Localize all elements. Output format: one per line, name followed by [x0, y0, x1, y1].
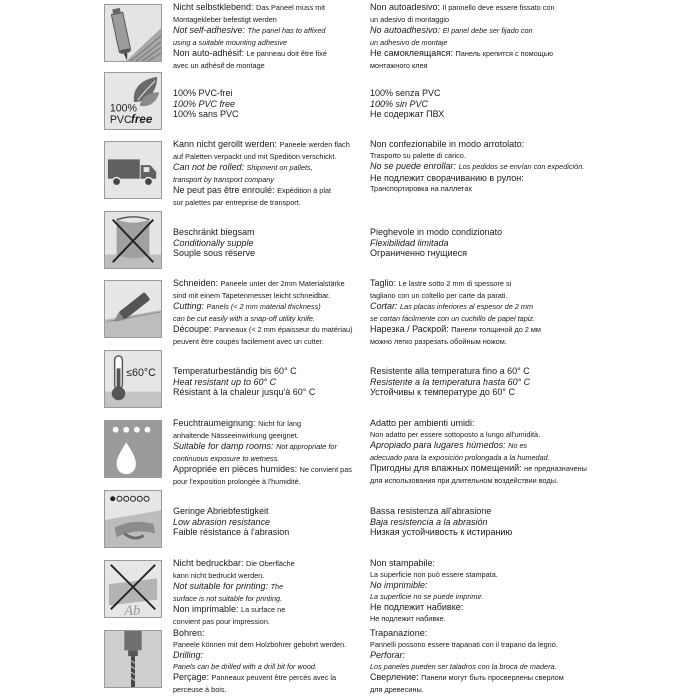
text-segment: La superficie non può essere stampata.: [370, 569, 498, 579]
text-segment: Panneaux (< 2 mm épaisseur du matériau): [214, 325, 353, 335]
text-segment: Taglio:: [370, 278, 399, 288]
text-it-es-ru: [370, 558, 585, 625]
text-line: [370, 517, 585, 528]
text-segment: Низкая устойчивость к истиранию: [370, 527, 513, 538]
text-segment: Expédition à plat: [277, 186, 332, 196]
text-de-en-fr: [173, 558, 363, 628]
text-line: [370, 650, 585, 661]
text-segment: No es: [508, 441, 528, 451]
text-line: [173, 506, 363, 517]
text-segment: Trasporto su palette di carico.: [370, 150, 466, 160]
text-line: [173, 650, 363, 661]
text-segment: convient pas pour impression.: [173, 616, 270, 626]
text-segment: Не подлежит сворачиванию в рулон:: [370, 172, 524, 183]
text-line: [370, 684, 585, 696]
text-segment: монтажного клея: [370, 60, 428, 70]
text-segment: un adhesivo de montaje: [370, 37, 448, 47]
text-segment: sur palettes par entreprise de transport.: [173, 197, 301, 207]
text-line: [370, 60, 585, 72]
text-line: [173, 476, 363, 488]
text-segment: Не самоклеящаяся:: [370, 48, 456, 59]
text-segment: auf Paletten verpackt und mit Spedition verschickt.: [173, 151, 337, 161]
text-line: [370, 99, 585, 110]
text-segment: sind mit einem Tapetenmesser leicht schneidbar.: [173, 290, 331, 300]
text-segment: Ne convient pas: [299, 465, 352, 475]
text-line: [173, 25, 363, 37]
text-it-es-ru: [370, 139, 585, 195]
text-segment: Not suitable for printing:: [173, 581, 271, 592]
text-segment: Schneiden:: [173, 278, 221, 288]
cutter-knife-icon: [104, 280, 162, 338]
print-sample-label: Ab: [124, 603, 141, 617]
text-segment: 100% senza PVC: [370, 88, 441, 98]
text-segment: 100% sans PVC: [173, 109, 239, 120]
text-line: [370, 227, 585, 238]
text-segment: Не подлежит набивке:: [370, 602, 464, 613]
text-line: [370, 475, 585, 487]
text-line: [173, 464, 363, 476]
text-segment: Нарезка / Раскрой:: [370, 324, 452, 335]
text-line: [370, 387, 585, 398]
text-segment: Non auto-adhésif:: [173, 48, 247, 59]
text-segment: Kann nicht gerollt werden:: [173, 139, 280, 149]
text-line: [173, 684, 363, 696]
text-segment: The: [270, 582, 284, 592]
text-segment: Baja resistencia a la abrasión: [370, 516, 488, 527]
text-de-en-fr: [173, 628, 363, 696]
text-segment: Drilling:: [173, 650, 204, 661]
text-line: [370, 25, 585, 37]
text-segment: Los paneles pueden ser taladros con la broca de madera.: [370, 661, 557, 671]
text-segment: Souple sous réserve: [173, 248, 256, 259]
text-segment: Сверление:: [370, 672, 422, 683]
text-segment: Le panneau doit être fixé: [246, 49, 327, 59]
text-segment: using a suitable mounting adhesive: [173, 37, 287, 47]
text-segment: No se puede enrollar:: [370, 161, 459, 172]
text-line: [370, 150, 585, 162]
text-segment: peuvent être coupés facilement avec un cutter.: [173, 336, 324, 346]
text-segment: Non autoadesivo:: [370, 2, 443, 12]
text-line: [173, 162, 363, 174]
text-segment: Appropriée en pièces humides:: [173, 464, 300, 475]
text-line: [370, 672, 585, 684]
pvc-percent-label: 100%: [109, 102, 137, 115]
text-line: [370, 591, 585, 603]
text-it-es-ru: [370, 2, 585, 72]
text-segment: Heat resistant up to 60° C: [173, 376, 277, 387]
text-line: [370, 109, 585, 120]
text-segment: Pieghevole in modo condizionato: [370, 227, 503, 237]
text-line: [370, 377, 585, 388]
text-line: [173, 336, 363, 348]
tube-glue-panel-icon: [104, 4, 162, 62]
text-segment: 100% PVC-frei: [173, 88, 233, 98]
bend-crossed-icon: [104, 211, 162, 269]
text-line: [173, 185, 363, 197]
text-segment: continuous exposure to wetness.: [173, 453, 280, 463]
text-segment: Temperaturbeständig bis 60° C: [173, 366, 297, 376]
text-segment: La superficie no se puede imprimir.: [370, 591, 484, 601]
text-line: [370, 463, 585, 475]
text-line: [173, 558, 363, 570]
text-line: [370, 506, 585, 517]
text-segment: для древесины.: [370, 684, 424, 694]
text-line: [173, 301, 363, 313]
text-de-en-fr: [173, 2, 363, 72]
text-segment: Панель крепится с помощью: [455, 49, 554, 59]
text-de-en-fr: [173, 227, 363, 259]
text-segment: Suitable for damp rooms:: [173, 441, 277, 452]
text-segment: Panels (< 2 mm material thickness): [206, 302, 321, 312]
text-segment: Low abrasion resistance: [173, 516, 271, 527]
text-line: [370, 569, 585, 581]
text-line: [370, 418, 585, 429]
text-line: [370, 238, 585, 249]
text-segment: Pannelli possono essere trapanati con il trapano da legno.: [370, 639, 558, 649]
text-line: [370, 527, 585, 538]
text-segment: Ограниченно гнущиеся: [370, 248, 467, 259]
text-segment: perceuse à bois.: [173, 684, 227, 694]
text-line: [370, 2, 585, 14]
text-segment: Панели толщиной до 2 мм: [451, 325, 541, 335]
text-segment: Панели могут быть просверлены сверлом: [421, 673, 564, 683]
text-segment: для использования при длительном воздействии воды.: [370, 475, 558, 485]
text-line: [370, 324, 585, 336]
text-line: [173, 109, 363, 120]
text-segment: Not appropriate for: [276, 442, 337, 452]
text-de-en-fr: [173, 366, 363, 398]
text-line: [173, 441, 363, 453]
text-segment: Il pannello deve essere fissato con: [442, 3, 555, 12]
text-line: [370, 580, 585, 591]
text-de-en-fr: [173, 418, 363, 488]
text-segment: Das Paneel muss mit: [256, 3, 325, 12]
text-line: [173, 290, 363, 302]
text-segment: Non confezionabile in modo arrotolato:: [370, 139, 525, 149]
text-line: [173, 197, 363, 209]
pvc-label: PVC: [109, 114, 132, 127]
text-line: [370, 429, 585, 441]
text-line: [173, 99, 363, 110]
text-line: [173, 453, 363, 465]
text-segment: Résistant à la chaleur jusqu'à 60° C: [173, 387, 316, 398]
text-line: [173, 14, 363, 26]
text-line: [173, 88, 363, 99]
text-segment: Bassa resistenza all'abrasione: [370, 506, 492, 516]
text-segment: avec un adhésif de montage: [173, 60, 265, 70]
text-segment: 100% sin PVC: [370, 98, 429, 109]
text-line: [370, 661, 585, 673]
text-segment: Не подлежит набивке.: [370, 613, 446, 623]
text-segment: Los pedidos se envían con expedición.: [458, 162, 585, 172]
text-segment: Panels can be drilled with a drill bit for wood.: [173, 661, 317, 671]
text-line: [173, 628, 363, 639]
text-line: [173, 387, 363, 398]
text-segment: Découpe:: [173, 324, 215, 335]
text-segment: Beschränkt biegsam: [173, 227, 255, 237]
text-line: [173, 672, 363, 684]
text-line: [370, 301, 585, 313]
text-segment: Shipment on pallets,: [246, 163, 313, 173]
text-line: [370, 139, 585, 150]
text-line: [370, 558, 585, 569]
text-line: [173, 238, 363, 249]
text-segment: Cortar:: [370, 301, 401, 312]
text-line: [370, 313, 585, 325]
text-line: [370, 173, 585, 184]
text-line: [173, 48, 363, 60]
text-line: [173, 430, 363, 442]
text-line: [173, 174, 363, 186]
text-segment: se cortan fácilmente con un cuchillo de papel tapiz.: [370, 313, 536, 323]
text-segment: Cutting:: [173, 301, 207, 312]
text-it-es-ru: [370, 227, 585, 259]
water-drop-icon: [104, 420, 162, 478]
text-line: [370, 248, 585, 259]
text-line: [173, 151, 363, 163]
text-line: [370, 452, 585, 464]
text-line: [173, 639, 363, 651]
text-line: [173, 366, 363, 377]
text-line: [370, 278, 585, 290]
text-line: [370, 440, 585, 452]
text-segment: Trapanazione:: [370, 628, 428, 638]
text-line: [370, 602, 585, 613]
text-line: [173, 418, 363, 430]
text-line: [370, 161, 585, 173]
text-segment: un adesivo di montaggio: [370, 14, 450, 24]
text-line: [173, 581, 363, 593]
thermometer-icon: [104, 350, 162, 408]
text-segment: Пригодны для влажных помещений:: [370, 463, 525, 474]
text-line: [370, 290, 585, 302]
text-line: [370, 639, 585, 651]
text-segment: можно легко разрезать обойным ножом.: [370, 336, 507, 346]
text-segment: Non imprimable:: [173, 604, 242, 615]
text-segment: Устойчивы к температуре до 60° C: [370, 387, 515, 398]
text-segment: Not self-adhesive:: [173, 25, 248, 36]
text-de-en-fr: [173, 139, 363, 209]
text-segment: Adatto per ambienti umidi:: [370, 418, 475, 428]
text-segment: Geringe Abriebfestigkeit: [173, 506, 269, 516]
text-segment: Conditionally supple: [173, 237, 254, 248]
text-line: [370, 336, 585, 348]
text-segment: Panneaux peuvent être percés avec la: [211, 673, 337, 683]
text-de-en-fr: [173, 506, 363, 538]
text-it-es-ru: [370, 366, 585, 398]
text-segment: Le lastre sotto 2 mm di spessore si: [398, 279, 512, 288]
text-segment: Apropiado para lugares húmedos:: [370, 440, 509, 451]
text-it-es-ru: [370, 278, 585, 348]
text-line: [173, 313, 363, 325]
text-line: [173, 377, 363, 388]
text-segment: Paneele können mit dem Holzbohrer gebohrt werden.: [173, 639, 347, 649]
text-segment: anhaltende Nässeeinwirkung geeignet.: [173, 430, 299, 440]
text-segment: Ne peut pas être enroulé:: [173, 185, 278, 196]
text-line: [173, 517, 363, 528]
text-segment: не предназначены: [524, 464, 587, 474]
abrasion-icon: [104, 490, 162, 548]
text-segment: adecuado para la exposición prolongada a la humedad.: [370, 452, 550, 462]
text-segment: No imprimible:: [370, 580, 428, 591]
text-line: [370, 628, 585, 639]
text-segment: tagliano con un coltello per carte da parati.: [370, 290, 508, 300]
text-line: [173, 278, 363, 290]
text-it-es-ru: [370, 88, 585, 120]
text-segment: 100% PVC free: [173, 98, 236, 109]
text-line: [370, 366, 585, 377]
text-segment: transport by transport company: [173, 174, 274, 184]
text-line: [173, 661, 363, 673]
max-temp-label: ≤60°C: [126, 367, 156, 380]
text-line: [173, 248, 363, 259]
text-segment: Can not be rolled:: [173, 162, 247, 173]
text-segment: Non stampabile:: [370, 558, 436, 568]
text-segment: Die Oberfläche: [246, 559, 295, 568]
text-line: [173, 60, 363, 72]
text-segment: No autoadhesivo:: [370, 25, 443, 36]
text-line: [370, 48, 585, 60]
text-de-en-fr: [173, 88, 363, 120]
text-segment: Nicht bedruckbar:: [173, 558, 247, 568]
pvc-free-leaf-icon: [104, 72, 162, 130]
text-segment: Non adatto per essere sottoposto a lungo all'umidità.: [370, 429, 541, 439]
text-line: [173, 604, 363, 616]
text-line: [370, 613, 585, 625]
text-segment: El panel debe ser fijado con: [442, 26, 533, 36]
text-de-en-fr: [173, 278, 363, 348]
text-segment: La surface ne: [241, 605, 286, 615]
truck-icon: [104, 141, 162, 199]
text-it-es-ru: [370, 418, 585, 487]
text-line: [173, 616, 363, 628]
drill-icon: [104, 630, 162, 688]
text-segment: surface is not suitable for printing.: [173, 593, 283, 603]
text-line: [173, 227, 363, 238]
text-segment: Nicht selbstklebend:: [173, 2, 257, 12]
text-segment: Paneele unter der 2mm Materialstärke: [220, 279, 345, 288]
text-line: [370, 14, 585, 26]
text-segment: Nicht für lang: [258, 419, 302, 428]
text-segment: Paneele werden flach: [279, 140, 350, 149]
text-line: [173, 37, 363, 49]
text-line: [173, 2, 363, 14]
text-line: [173, 324, 363, 336]
text-line: [173, 527, 363, 538]
text-segment: can be cut easily with a snap-off utility knife.: [173, 313, 315, 323]
print-crossed-icon: [104, 560, 162, 618]
text-line: [370, 37, 585, 49]
text-segment: Resistente alla temperatura fino a 60° C: [370, 366, 530, 376]
text-segment: Las placas inferiores al espesor de 2 mm: [400, 302, 534, 312]
text-segment: kann nicht bedruckt werden.: [173, 570, 265, 580]
free-label: free: [131, 114, 153, 127]
text-segment: Feuchtraumeignung:: [173, 418, 259, 428]
text-line: [173, 139, 363, 151]
text-segment: pour l'exposition prolongée à l'humidité.: [173, 476, 301, 486]
text-line: [370, 88, 585, 99]
text-segment: Resistente a la temperatura hasta 60° C: [370, 376, 531, 387]
text-segment: The panel has to affixed: [247, 26, 326, 36]
text-segment: Bohren:: [173, 628, 205, 638]
text-line: [370, 183, 585, 195]
text-segment: Не содержат ПВХ: [370, 109, 445, 120]
text-segment: Faible résistance à l'abrasion: [173, 527, 290, 538]
text-segment: Montagekleber befestigt werden: [173, 14, 277, 24]
text-segment: Perçage:: [173, 672, 212, 683]
text-it-es-ru: [370, 628, 585, 696]
text-segment: Flexibilidad limitada: [370, 237, 449, 248]
text-segment: Perforar:: [370, 650, 406, 661]
text-line: [173, 570, 363, 582]
text-segment: Транспортировка на паллетах: [370, 184, 473, 194]
text-it-es-ru: [370, 506, 585, 538]
text-line: [173, 593, 363, 605]
